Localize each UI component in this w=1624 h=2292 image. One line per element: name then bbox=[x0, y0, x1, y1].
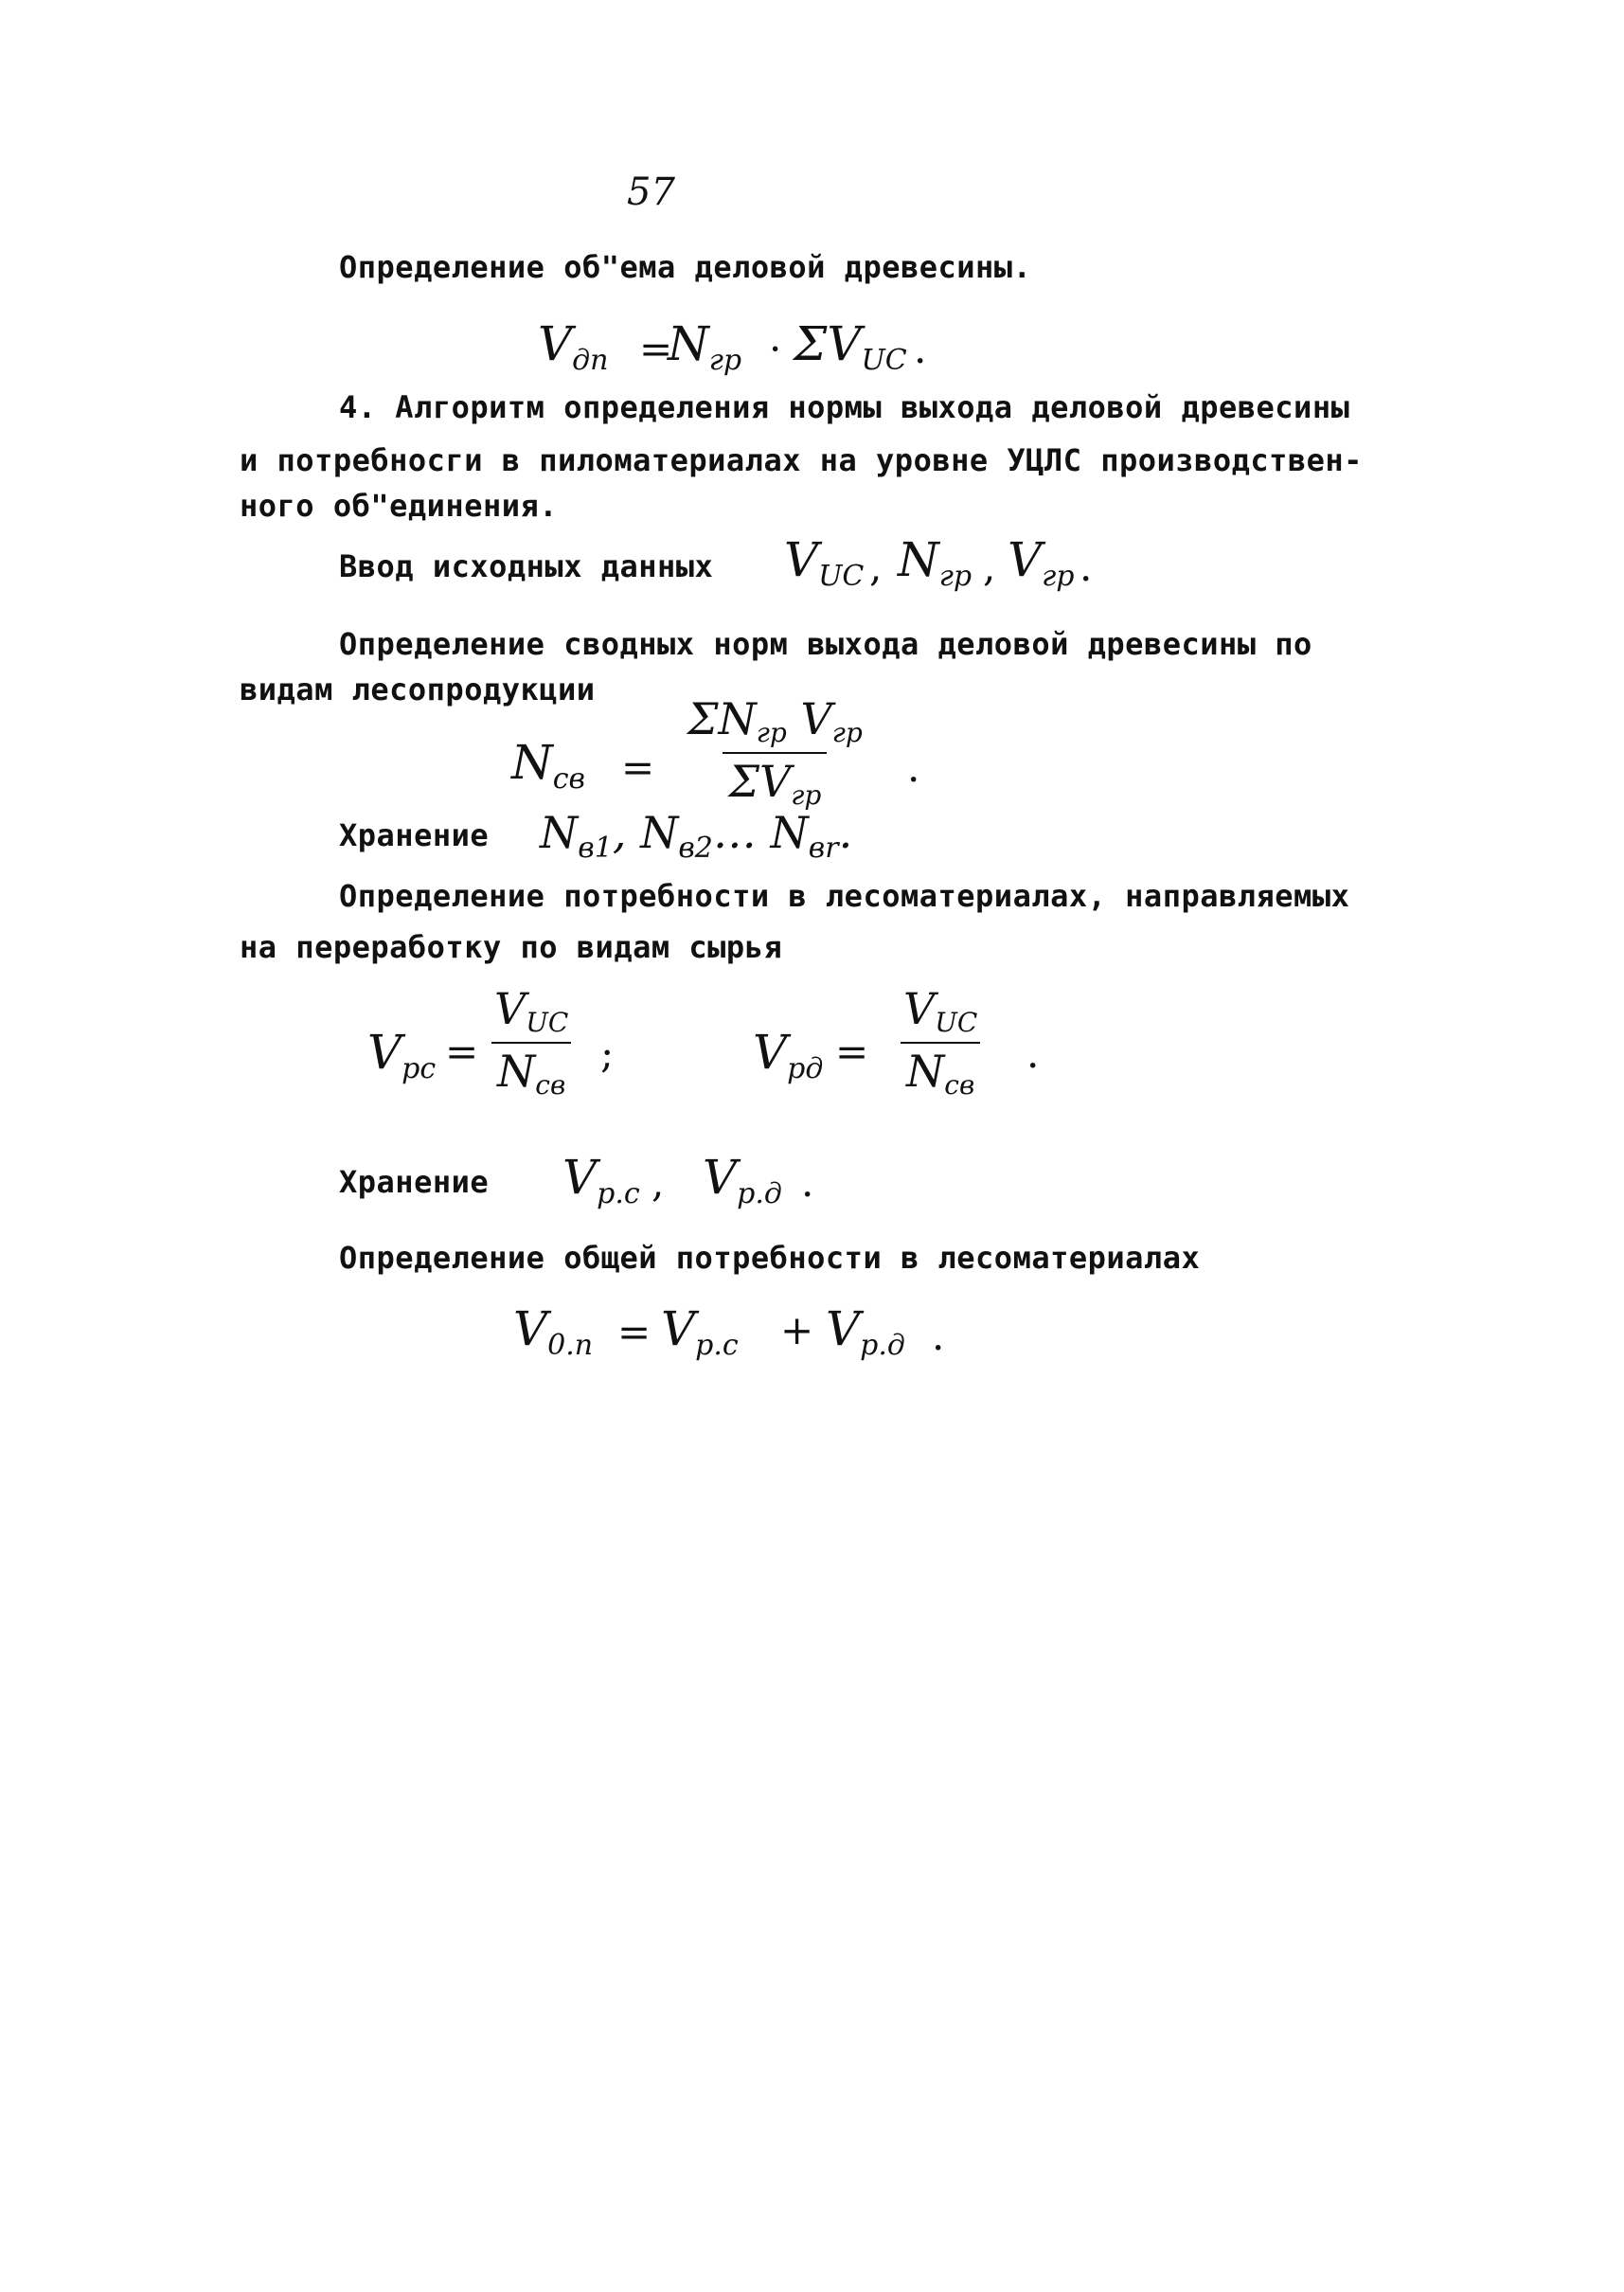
demand-line2: на переработку по видам сырья bbox=[240, 929, 783, 965]
storage1-label: Хранение bbox=[339, 817, 490, 853]
formula3a-lhs: $V_{pc}$ bbox=[367, 1025, 437, 1085]
formula3b-denominator: $N_{cв}$ bbox=[901, 1042, 980, 1099]
storage2-comma: , bbox=[651, 1159, 665, 1206]
section4-line1: 4. Алгоритм определения нормы выхода деловой древесины bbox=[339, 389, 1350, 425]
summary-norms-line2: видам лесопродукции bbox=[240, 671, 596, 707]
input-comma-1: , bbox=[869, 544, 883, 590]
page-number: 57 bbox=[627, 170, 675, 214]
input-var-2: $N_{гр}$ bbox=[898, 532, 973, 593]
formula1-dot: · bbox=[769, 326, 782, 372]
formula1-lhs: $V_{дп}$ bbox=[538, 316, 609, 377]
formula1-period: . bbox=[914, 326, 927, 372]
formula3a-numerator: $V_{UC}$ bbox=[494, 983, 569, 1038]
formula4-a: $V_{p.c}$ bbox=[661, 1301, 739, 1362]
formula2-period: . bbox=[907, 744, 920, 791]
formula3a-equals: = bbox=[445, 1029, 479, 1075]
section4-line2: и потребносги в пиломатериалах на уровне УЦЛС производствен- bbox=[240, 442, 1363, 478]
formula2-fraction bbox=[682, 693, 868, 811]
formula3b-fraction bbox=[898, 983, 983, 1101]
formula2-lhs: $N_{cв}$ bbox=[511, 735, 586, 796]
summary-norms-line1: Определение сводных норм выхода деловой древесины по bbox=[339, 626, 1312, 662]
formula2-equals: = bbox=[621, 744, 655, 791]
formula4-b: $V_{p.д}$ bbox=[826, 1301, 905, 1362]
storage2-label: Хранение bbox=[339, 1164, 490, 1200]
formula3b-numerator: $V_{UC}$ bbox=[903, 983, 978, 1038]
formula1-equals: = bbox=[639, 326, 673, 372]
input-comma-2: , bbox=[983, 544, 996, 590]
formula3b-equals: = bbox=[835, 1029, 869, 1075]
formula4-lhs: $V_{0.п}$ bbox=[513, 1301, 594, 1362]
storage2-var-2: $V_{p.д}$ bbox=[703, 1150, 782, 1210]
formula3-semicolon: ; bbox=[600, 1030, 615, 1077]
demand-line1: Определение потребности в лесоматериалах, направляемых bbox=[339, 878, 1350, 914]
input-period: . bbox=[1080, 544, 1093, 590]
formula3b-lhs: $V_{pд}$ bbox=[753, 1025, 824, 1085]
heading-business-wood-volume: Определение об"ема деловой древесины. bbox=[339, 249, 1032, 285]
formula2-numerator: $\Sigma N_{гр}$ $V_{гр}$ bbox=[687, 693, 863, 748]
formula4-period: . bbox=[932, 1313, 945, 1359]
storage2-var-1: $V_{p.c}$ bbox=[562, 1150, 640, 1210]
input-label: Ввод исходных данных bbox=[339, 548, 714, 584]
input-var-1: $V_{UC}$ bbox=[784, 532, 865, 593]
section4-line3: ного об"единения. bbox=[240, 488, 559, 524]
total-demand-text: Определение общей потребности в лесоматериалах bbox=[339, 1240, 1201, 1276]
formula1-rhs-a: $N_{гр}$ bbox=[668, 316, 742, 377]
formula2-denominator: $\Sigma V_{гр}$ bbox=[723, 752, 827, 809]
formula4-equals: = bbox=[617, 1309, 651, 1355]
storage2-period: . bbox=[801, 1159, 814, 1206]
storage1-vars: $N_{в1}$, $N_{в2}\dots$ $N_{вr}$. bbox=[540, 807, 853, 865]
formula3b-period: . bbox=[1026, 1030, 1040, 1077]
input-var-3: $V_{гр}$ bbox=[1008, 532, 1075, 593]
formula3a-fraction bbox=[489, 983, 574, 1101]
formula3a-denominator: $N_{cв}$ bbox=[491, 1042, 571, 1099]
formula1-rhs-b: $\Sigma V_{UC}$ bbox=[794, 316, 907, 377]
formula4-plus: + bbox=[780, 1307, 814, 1353]
